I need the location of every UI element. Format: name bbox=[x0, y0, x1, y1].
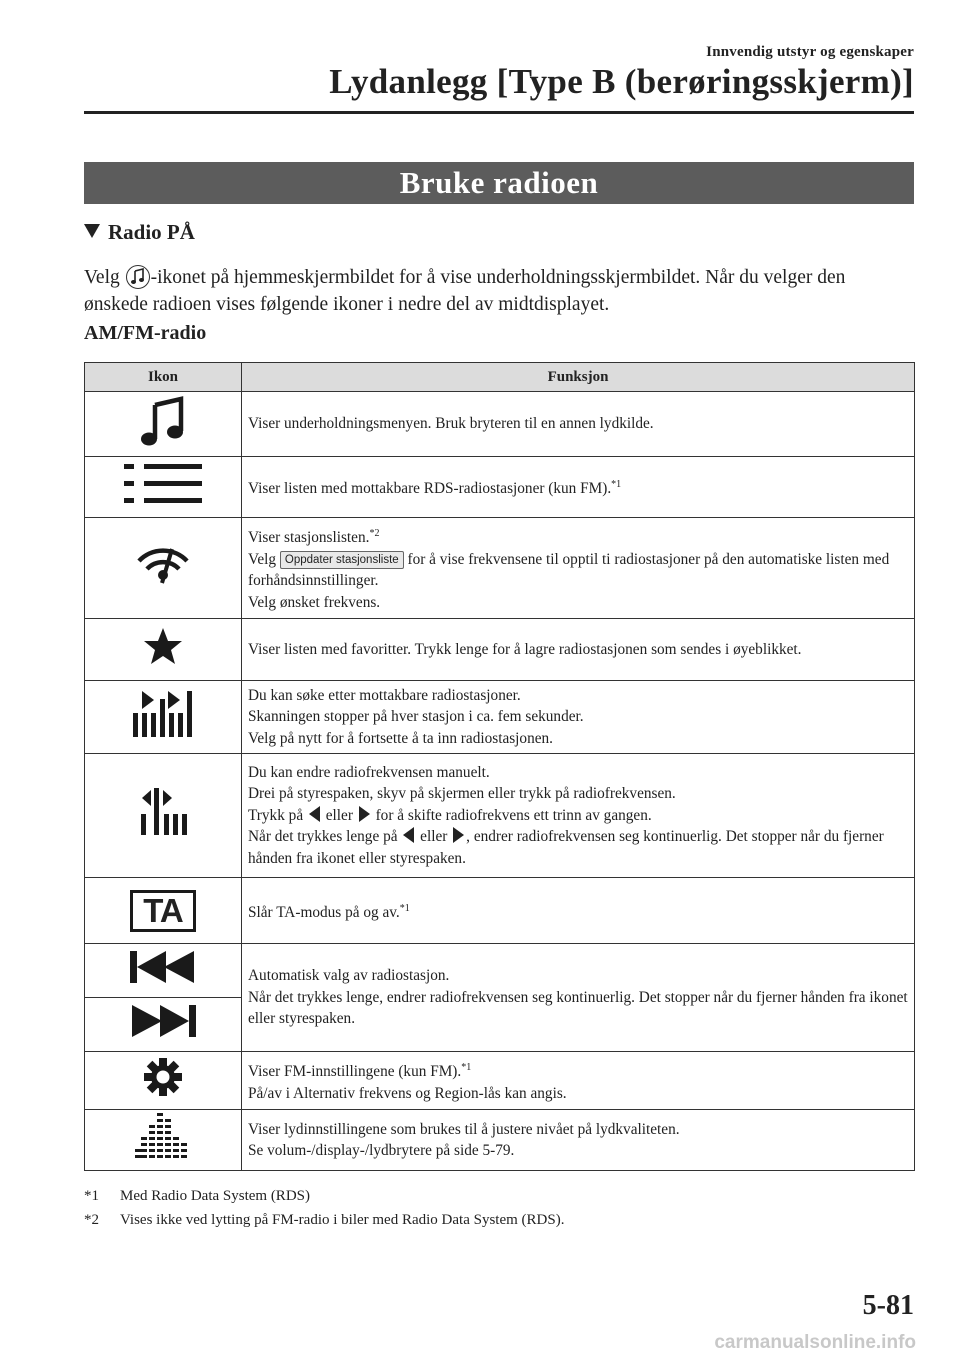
function-text: Du kan endre radiofrekvensen manuelt. bbox=[248, 763, 490, 781]
table-row bbox=[85, 681, 915, 754]
skip-back-icon bbox=[128, 949, 198, 985]
function-text: Se volum-/display-/lydbrytere på side 5-79. bbox=[248, 1142, 515, 1159]
header-rule bbox=[84, 111, 914, 114]
function-text: eller bbox=[416, 828, 452, 846]
music-note-icon bbox=[126, 265, 150, 289]
subheading bbox=[84, 220, 195, 245]
watermark: carmanualsonline.info bbox=[714, 1332, 916, 1353]
function-cell bbox=[242, 681, 915, 754]
column-header-function: Funksjon bbox=[242, 363, 915, 392]
antenna-icon bbox=[136, 545, 190, 585]
function-text: Drei på styrespaken, skyv på skjermen eller trykk på radiofrekvensen. bbox=[248, 785, 676, 803]
icon-cell bbox=[85, 681, 242, 754]
function-text: Du kan søke etter mottakbare radiostasjoner. bbox=[248, 686, 521, 704]
function-cell bbox=[242, 619, 915, 681]
footnote-mark: *2 bbox=[84, 1212, 99, 1228]
icon-cell bbox=[85, 518, 242, 619]
icon-cell bbox=[85, 998, 242, 1052]
function-text: Når det trykkes lenge på bbox=[248, 828, 402, 846]
function-text: Viser lydinnstillingene som brukes til å justere nivået på lydkvaliteten. bbox=[248, 1120, 680, 1138]
icon-cell bbox=[85, 619, 242, 681]
function-text: Viser stasjonslisten. bbox=[248, 529, 370, 547]
column-header-icon: Ikon bbox=[85, 363, 242, 392]
subheading-text: Radio PÅ bbox=[108, 220, 195, 244]
update-station-list-button: Oppdater stasjonsliste bbox=[280, 551, 404, 569]
function-text: Velg ønsket frekvens. bbox=[248, 593, 381, 611]
function-text: for å vise frekvensene til opptil ti radiostasjoner på den automatiske listen med forhåndsinnstillinger. bbox=[248, 550, 890, 590]
function-cell bbox=[242, 944, 915, 1052]
gear-icon bbox=[143, 1057, 183, 1097]
triangle-bullet-icon bbox=[84, 224, 100, 238]
footnote-ref: *2 bbox=[369, 527, 380, 539]
section-banner: Bruke radioen bbox=[84, 162, 914, 204]
icon-cell bbox=[85, 1052, 242, 1110]
ta-icon-label: TA bbox=[143, 891, 183, 929]
triangle-right-icon bbox=[453, 827, 464, 843]
function-text: , endrer radiofrekvensen seg kontinuerlig. Det stopper når du fjerner hånden fra ikonet eller styrespaken. bbox=[248, 828, 884, 867]
star-icon bbox=[143, 627, 183, 665]
function-cell bbox=[242, 1110, 915, 1171]
function-text: På/av i Alternativ frekvens og Region-lås kan angis. bbox=[248, 1084, 567, 1102]
icon-cell bbox=[85, 754, 242, 878]
icon-cell bbox=[85, 457, 242, 518]
footnote-mark: *1 bbox=[84, 1188, 99, 1204]
function-text: Viser underholdningsmenyen. Bruk bryteren til en annen lydkilde. bbox=[248, 415, 654, 433]
table-row bbox=[85, 392, 915, 457]
header-section: Innvendig utstyr og egenskaper bbox=[706, 44, 914, 60]
function-text: Automatisk valg av radiostasjon. bbox=[248, 967, 450, 985]
function-text: Viser listen med favoritter. Trykk lenge for å lagre radiostasjonen som sendes i øyeblikket. bbox=[248, 640, 802, 658]
list-icon bbox=[122, 462, 204, 506]
table-row bbox=[85, 518, 915, 619]
table-row bbox=[85, 619, 915, 681]
footnote-ref: *1 bbox=[611, 479, 622, 491]
function-text: Velg på nytt for å fortsette å ta inn radiostasjonen. bbox=[248, 729, 553, 747]
icon-cell bbox=[85, 878, 242, 944]
table-row bbox=[85, 1052, 915, 1110]
table-header-row bbox=[85, 363, 915, 392]
triangle-right-icon bbox=[359, 806, 370, 822]
table-row bbox=[85, 457, 915, 518]
intro-text-2: -ikonet på hjemmeskjermbildet for å vise underholdningsskjermbildet. Når du velger den ønskede radioen vises følgende ikoner i nedre del av midtdisplayet. bbox=[84, 267, 846, 315]
function-text: for å skifte radiofrekvens ett trinn av gangen. bbox=[371, 806, 652, 824]
function-text: Skanningen stopper på hver stasjon i ca. fem sekunder. bbox=[248, 708, 584, 726]
triangle-left-icon bbox=[403, 827, 414, 843]
function-text: Viser listen med mottakbare RDS-radiostasjoner (kun FM). bbox=[248, 480, 612, 498]
footnote-text: Med Radio Data System (RDS) bbox=[120, 1188, 310, 1204]
intro-paragraph bbox=[84, 264, 914, 318]
equalizer-icon bbox=[135, 1113, 191, 1161]
table-row bbox=[85, 754, 915, 878]
function-text: Trykk på bbox=[248, 806, 307, 824]
function-text: eller bbox=[321, 806, 357, 824]
function-cell bbox=[242, 1052, 915, 1110]
section-label: AM/FM-radio bbox=[84, 322, 207, 344]
function-text: Velg bbox=[248, 550, 280, 568]
header-title: Lydanlegg [Type B (berøringsskjerm)] bbox=[329, 62, 914, 101]
triangle-left-icon bbox=[309, 806, 320, 822]
footnote-ref: *1 bbox=[399, 902, 410, 914]
ta-icon bbox=[130, 890, 196, 932]
function-text: Når det trykkes lenge, endrer radiofrekvensen seg kontinuerlig. Det stopper når du fjerner hånden fra ikonet eller styrespaken. bbox=[248, 988, 908, 1028]
icon-cell bbox=[85, 1110, 242, 1171]
scan-icon bbox=[132, 689, 194, 739]
skip-forward-icon bbox=[128, 1003, 198, 1039]
icon-cell bbox=[85, 392, 242, 457]
function-cell bbox=[242, 518, 915, 619]
function-cell bbox=[242, 754, 915, 878]
footnote bbox=[84, 1210, 564, 1230]
function-text: Slår TA-modus på og av. bbox=[248, 903, 400, 921]
footnote-text: Vises ikke ved lytting på FM-radio i biler med Radio Data System (RDS). bbox=[120, 1212, 565, 1228]
page-number: 5-81 bbox=[862, 1290, 914, 1321]
footnote bbox=[84, 1186, 310, 1206]
footnote-ref: *1 bbox=[461, 1061, 472, 1073]
function-cell bbox=[242, 392, 915, 457]
icon-function-table bbox=[84, 362, 915, 1171]
intro-text-1: Velg bbox=[84, 267, 125, 288]
table-row bbox=[85, 1110, 915, 1171]
function-text: Viser FM-innstillingene (kun FM). bbox=[248, 1063, 462, 1081]
function-cell bbox=[242, 457, 915, 518]
table-row bbox=[85, 944, 915, 998]
tune-icon bbox=[139, 788, 187, 836]
music-note-icon bbox=[139, 395, 187, 447]
function-cell bbox=[242, 878, 915, 944]
icon-cell bbox=[85, 944, 242, 998]
table-row bbox=[85, 878, 915, 944]
